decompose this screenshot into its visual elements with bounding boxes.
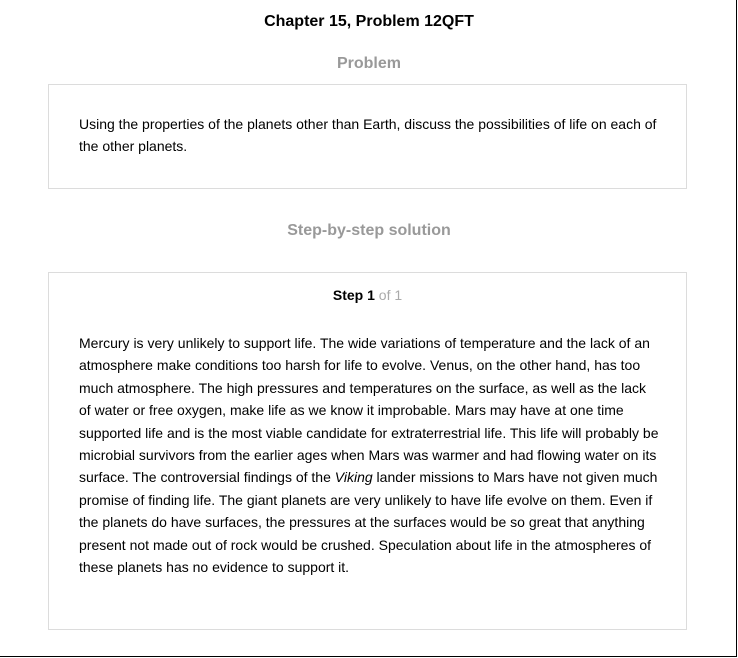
solution-heading: Step-by-step solution (287, 222, 451, 239)
solution-text-part-1: Mercury is very unlikely to support life. The wide variations of temperature and the lack of an atmosphere make conditions too harsh for life to evolve. Venus, on the other hand, has too much atmosphere. The high pressures and temperatures on the surface, as well as the lack of water or free oxygen, make life as we know it improbable. Mars may have at one time supported life and is the most viable candidate for extraterrestrial life. This life will probably be microbial survivors from the earlier ages when Mars was warmer and had flowing water on its surface. The controversial findings of the (79, 335, 659, 486)
step-word: Step (332, 287, 364, 303)
problem-heading: Problem (336, 55, 401, 72)
solution-text-part-2: lander missions to Mars have not given much promise of finding life. The giant planets are very unlikely to have life evolve on them. Even if the planets do have surfaces, the pressures at the surfaces would be so great that anything present not made out of rock would be crushed. Speculation about life in the atmospheres of these planets has no evidence to support it. (79, 469, 658, 576)
solution-text (79, 332, 659, 578)
problem-text: Using the properties of the planets other than Earth, discuss the possibilities of life on each of the other planets. (79, 116, 657, 155)
step-of-total: of 1 (378, 287, 403, 303)
viking-italic: Viking (334, 469, 373, 486)
chapter-title: Chapter 15, Problem 12QFT (264, 13, 474, 30)
problem-box (48, 84, 687, 189)
step-number: 1 (367, 287, 375, 303)
step-label (49, 286, 686, 304)
solution-box (48, 272, 687, 630)
